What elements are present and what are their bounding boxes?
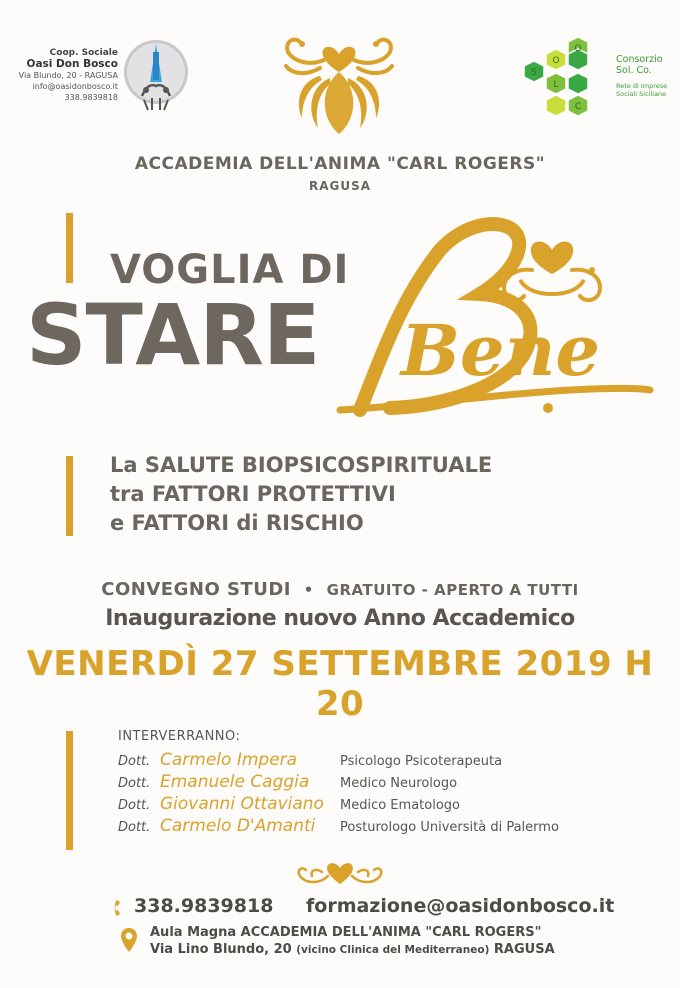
coop-address: Via Blundo, 20 - RAGUSA [18, 71, 118, 80]
academy-city: RAGUSA [308, 179, 372, 193]
event-separator: • [303, 581, 314, 599]
academy-name: ACCADEMIA DELL'ANIMA "CARL ROGERS" [134, 154, 546, 174]
subtitle-line3: e FATTORI di RISCHIO [110, 511, 364, 535]
speaker-name: Giovanni Ottaviano [160, 794, 324, 814]
consorzio-subtitle [616, 82, 680, 98]
speaker-title: Dott. [118, 754, 151, 769]
speaker-name: Emanuele Caggia [160, 772, 310, 792]
accent-bar-speakers [66, 731, 73, 850]
speaker-role: Psicologo Psicoterapeuta [340, 754, 503, 769]
consorzio-solco-logo [522, 36, 668, 118]
coop-name: Oasi Don Bosco [26, 58, 118, 70]
consorzio-sub1: Rete di Imprese [616, 82, 668, 90]
hex-letter-o: S [531, 68, 537, 78]
location-pin-icon [120, 927, 138, 953]
hex-letter-s: O [574, 44, 582, 54]
subtitle [110, 451, 492, 538]
event-type: CONVEGNO STUDI [101, 579, 292, 600]
speakers-heading: INTERVERRANNO: [118, 729, 241, 744]
heart-ornament-small [292, 858, 388, 892]
consorzio-sub2: Sociali Siciliane [616, 90, 667, 98]
venue-address [150, 942, 555, 957]
phone-icon [113, 898, 127, 918]
contact-email[interactable]: formazione@oasidonbosco.it [306, 895, 615, 917]
bene-word: Bene [400, 309, 600, 392]
coop-phone: 338.9839818 [64, 93, 118, 102]
hex-letter-l: O [552, 56, 560, 66]
title-line2: STARE [26, 286, 320, 384]
contact-phone[interactable]: 338.9839818 [134, 895, 274, 917]
heart-ornament-top [280, 28, 398, 138]
coop-label: Coop. Sociale [49, 48, 118, 58]
event-date: VENERDÌ 27 SETTEMBRE 2019 H 20 [26, 644, 654, 724]
speaker-title: Dott. [118, 820, 151, 835]
event-type-line [0, 579, 680, 600]
speaker-role: Medico Ematologo [340, 798, 460, 813]
title-line1: VOGLIA DI [110, 247, 350, 293]
venue-note: (vicino Clinica del Mediterraneo) [296, 944, 490, 956]
consorzio-line2: Sol. Co. [616, 65, 652, 76]
consorzio-name [616, 54, 676, 76]
coop-email: info@oasidonbosco.it [32, 82, 118, 91]
consorzio-line1: Consorzio [616, 54, 663, 65]
accent-bar-subtitle [66, 456, 73, 536]
venue-city: RAGUSA [493, 942, 555, 957]
subtitle-line2: tra FATTORI PROTETTIVI [110, 482, 396, 506]
speaker-name: Carmelo Impera [160, 750, 298, 770]
hex-letter-c: L [553, 80, 559, 90]
speaker-role: Posturologo Università di Palermo [340, 820, 559, 835]
speaker-name: Carmelo D'Amanti [160, 816, 316, 836]
oasi-don-bosco-logo [122, 38, 190, 114]
speaker-title: Dott. [118, 776, 151, 791]
bene-script-title [320, 210, 660, 425]
hexagon-cluster-icon [522, 36, 612, 118]
accent-bar-title [66, 213, 73, 283]
hex-letter-o2: C [574, 102, 582, 112]
speaker-role: Medico Neurologo [340, 776, 458, 791]
venue-name: Aula Magna ACCADEMIA DELL'ANIMA "CARL ROGERS" [150, 925, 542, 940]
speaker-title: Dott. [118, 798, 151, 813]
coop-info [18, 48, 118, 103]
subtitle-line1: La SALUTE BIOPSICOSPIRITUALE [110, 453, 493, 477]
inauguration: Inaugurazione nuovo Anno Accademico [105, 606, 575, 631]
event-access: GRATUITO - APERTO A TUTTI [326, 581, 579, 599]
venue-street: Via Lino Blundo, 20 [150, 942, 292, 957]
